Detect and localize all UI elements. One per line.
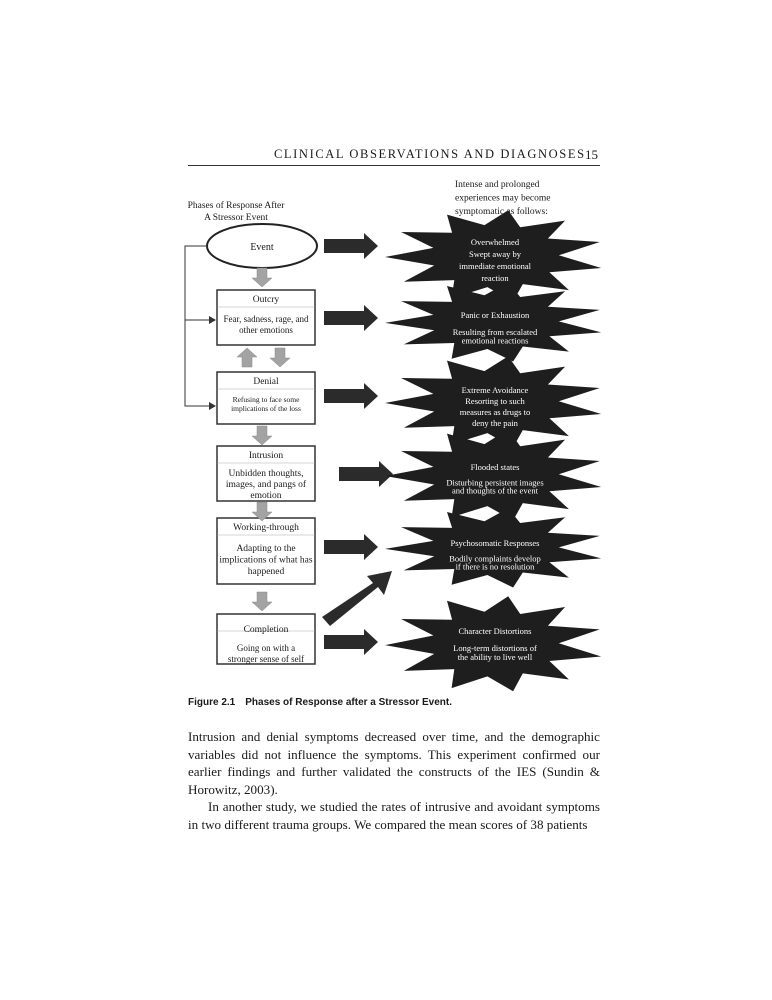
up-arrow xyxy=(237,348,257,367)
symptom-text: Overwhelmed xyxy=(470,237,520,247)
symptom-text: Resulting from escalated xyxy=(452,327,538,337)
phase-description: implications of what has xyxy=(219,555,313,566)
event-label: Event xyxy=(250,242,274,253)
figure-caption-text: Phases of Response after a Stressor Event. xyxy=(245,697,452,708)
phase-title: Denial xyxy=(253,377,279,387)
phase-description: implications of the loss xyxy=(231,404,301,413)
phase-description: stronger sense of self xyxy=(227,654,305,664)
symptom-text: Swept away by xyxy=(469,249,521,259)
right-arrow xyxy=(324,233,378,259)
paragraph: Intrusion and denial symptoms decreased over time, and the demographic variables did not influence the symptoms. This experiment confirmed our earlier findings and further validated the constructs of the IES (Sundin & Horowitz, 2003). xyxy=(188,729,600,797)
right-arrow xyxy=(324,534,378,560)
left-title-line: Phases of Response After xyxy=(187,201,285,211)
symptom-text: Disturbing persistent images xyxy=(446,477,544,488)
symptom-text: emotional reactions xyxy=(461,335,529,346)
phase-description: Unbidden thoughts, xyxy=(228,469,304,479)
feedback-arrowhead xyxy=(209,316,216,324)
feedback-arrowhead xyxy=(209,402,216,410)
figure-number: Figure 2.1 xyxy=(188,697,236,708)
phase-description: other emotions xyxy=(239,325,293,335)
symptom-text: the ability to live well xyxy=(457,651,533,662)
phase-description: images, and pangs of xyxy=(225,480,307,490)
symptom-text: Long-term distortions of xyxy=(453,643,537,654)
right-arrow xyxy=(324,383,378,409)
left-title-line: A Stressor Event xyxy=(204,213,268,223)
phase-description: emotion xyxy=(250,491,282,501)
right-title-line: symptomatic as follows: xyxy=(455,207,548,217)
symptom-text: Flooded states xyxy=(470,462,520,472)
symptom-text: if there is no resolution xyxy=(455,561,535,572)
page-number: 15 xyxy=(585,147,598,162)
body-text xyxy=(188,728,600,834)
symptom-text: deny the pain xyxy=(472,418,518,428)
symptom-text: immediate emotional xyxy=(459,261,531,271)
phase-description: Refusing to face some xyxy=(232,395,300,404)
phase-title: Intrusion xyxy=(248,451,284,461)
right-arrow xyxy=(324,629,378,655)
feedback-line-denial xyxy=(185,320,209,406)
symptom-burst xyxy=(385,282,601,361)
symptom-text: Resorting to such xyxy=(465,396,525,406)
phase-title: Completion xyxy=(243,625,289,635)
phase-title: Working-through xyxy=(233,523,299,533)
symptom-text: measures as drugs to xyxy=(459,407,531,417)
paragraph: In another study, we studied the rates of intrusive and avoidant symptoms in two different trauma groups. We compared the mean scores of 38 patients xyxy=(188,799,600,832)
right-title-line: Intense and prolonged xyxy=(455,180,540,190)
right-arrow xyxy=(324,305,378,331)
figure-caption xyxy=(188,697,608,708)
symptom-text: Bodily complaints develop xyxy=(449,553,541,564)
phase-description: happened xyxy=(247,567,285,577)
symptom-text: and thoughts of the event xyxy=(452,485,538,496)
down-arrow xyxy=(252,268,272,287)
right-title-line: experiences may become xyxy=(455,193,551,204)
symptom-text: Extreme Avoidance xyxy=(461,385,529,395)
symptom-text: Character Distortions xyxy=(458,626,532,636)
phase-title: Outcry xyxy=(252,295,280,305)
down-arrow xyxy=(252,426,272,445)
symptom-text: reaction xyxy=(481,273,509,283)
phase-description: Fear, sadness, rage, and xyxy=(223,314,309,324)
phase-description: Going on with a xyxy=(236,643,296,653)
symptom-text: Panic or Exhaustion xyxy=(460,310,530,320)
diagonal-arrow xyxy=(322,571,392,626)
symptom-text: Psychosomatic Responses xyxy=(450,538,540,548)
feedback-line-outcry xyxy=(185,246,209,320)
symptom-burst xyxy=(385,429,601,520)
down-arrow xyxy=(270,348,290,367)
down-arrow xyxy=(252,592,272,611)
running-title: CLINICAL OBSERVATIONS AND DIAGNOSES xyxy=(274,147,586,161)
phase-description: Adapting to the xyxy=(236,544,296,554)
right-arrow xyxy=(339,461,393,487)
